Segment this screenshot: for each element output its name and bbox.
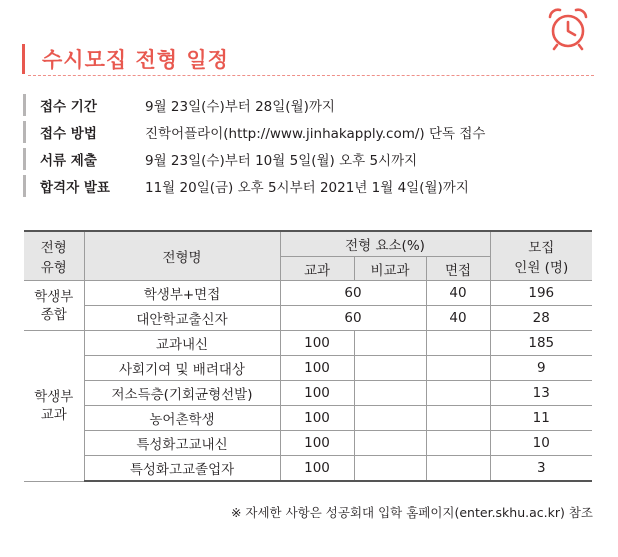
row-interview: 40 bbox=[426, 306, 490, 331]
row-name: 대안학교출신자 bbox=[84, 306, 280, 331]
table-row bbox=[24, 456, 592, 482]
header-type bbox=[24, 231, 84, 281]
row-name: 농어촌학생 bbox=[84, 406, 280, 431]
page-title: 수시모집 전형 일정 bbox=[42, 48, 229, 72]
row-quota: 13 bbox=[490, 381, 592, 406]
row-bigyogwa bbox=[354, 406, 426, 431]
row-quota: 3 bbox=[490, 456, 592, 482]
header-bigyogwa: 비교과 bbox=[354, 257, 426, 281]
row-interview bbox=[426, 381, 490, 406]
section-header bbox=[22, 38, 594, 78]
info-value: 9월 23일(수)부터 10월 5일(월) 오후 5시까지 bbox=[145, 152, 418, 169]
row-bigyogwa bbox=[354, 456, 426, 482]
row-gyogwa: 100 bbox=[280, 456, 354, 482]
row-interview bbox=[426, 456, 490, 482]
alarm-clock-icon bbox=[544, 4, 592, 52]
group-type-cell bbox=[24, 331, 84, 482]
row-combined-score: 60 bbox=[280, 281, 426, 306]
info-label: 합격자 발표 bbox=[40, 179, 110, 196]
header-type-line1: 전형 bbox=[40, 240, 67, 256]
group-type-line2: 종합 bbox=[40, 306, 67, 323]
row-interview: 40 bbox=[426, 281, 490, 306]
row-gyogwa: 100 bbox=[280, 331, 354, 356]
table-row bbox=[24, 406, 592, 431]
row-gyogwa: 100 bbox=[280, 381, 354, 406]
row-bigyogwa bbox=[354, 331, 426, 356]
header-elements: 전형 요소(%) bbox=[280, 231, 490, 257]
row-name: 사회기여 및 배려대상 bbox=[84, 356, 280, 381]
row-quota: 10 bbox=[490, 431, 592, 456]
row-interview bbox=[426, 431, 490, 456]
table-row bbox=[24, 331, 592, 356]
row-quota: 9 bbox=[490, 356, 592, 381]
header-name: 전형명 bbox=[84, 231, 280, 281]
row-name: 특성화고교졸업자 bbox=[84, 456, 280, 482]
info-row bbox=[23, 91, 583, 118]
info-row bbox=[23, 118, 583, 145]
row-interview bbox=[426, 356, 490, 381]
admission-schedule-table bbox=[24, 230, 592, 482]
row-name: 저소득층(기회균형선발) bbox=[84, 381, 280, 406]
row-gyogwa: 100 bbox=[280, 431, 354, 456]
row-quota: 196 bbox=[490, 281, 592, 306]
header-quota bbox=[490, 231, 592, 281]
row-interview bbox=[426, 331, 490, 356]
info-row-bar bbox=[23, 175, 26, 197]
row-gyogwa: 100 bbox=[280, 406, 354, 431]
header-gyogwa: 교과 bbox=[280, 257, 354, 281]
info-label: 접수 기간 bbox=[40, 98, 97, 115]
info-label: 접수 방법 bbox=[40, 125, 97, 142]
header-quota-line1: 모집 bbox=[528, 240, 555, 256]
table-row bbox=[24, 306, 592, 331]
info-row bbox=[23, 172, 583, 199]
group-type-line1: 학생부 bbox=[34, 288, 74, 305]
header-type-line2: 유형 bbox=[40, 260, 67, 276]
row-combined-score: 60 bbox=[280, 306, 426, 331]
row-name: 교과내신 bbox=[84, 331, 280, 356]
info-row-bar bbox=[23, 121, 26, 143]
row-quota: 185 bbox=[490, 331, 592, 356]
title-accent-bar bbox=[22, 44, 25, 74]
info-row bbox=[23, 145, 583, 172]
group-type-line1: 학생부 bbox=[34, 388, 74, 405]
row-bigyogwa bbox=[354, 381, 426, 406]
info-row-bar bbox=[23, 94, 26, 116]
group-type-line2: 교과 bbox=[40, 406, 67, 423]
schedule-info-list bbox=[23, 91, 583, 199]
row-interview bbox=[426, 406, 490, 431]
row-name: 특성화고교내신 bbox=[84, 431, 280, 456]
group-type-cell bbox=[24, 281, 84, 331]
table-row bbox=[24, 356, 592, 381]
info-value: 9월 23일(수)부터 28일(월)까지 bbox=[145, 98, 335, 115]
header-interview: 면접 bbox=[426, 257, 490, 281]
footnote: ※ 자세한 사항은 성공회대 입학 홈페이지(enter.skhu.ac.kr) 참조 bbox=[230, 505, 593, 520]
info-row-bar bbox=[23, 148, 26, 170]
info-value: 진학어플라이(http://www.jinhakapply.com/) 단독 접수 bbox=[145, 125, 486, 142]
row-gyogwa: 100 bbox=[280, 356, 354, 381]
table-row bbox=[24, 281, 592, 306]
row-quota: 28 bbox=[490, 306, 592, 331]
info-value: 11월 20일(금) 오후 5시부터 2021년 1월 4일(월)까지 bbox=[145, 179, 469, 196]
table-row bbox=[24, 431, 592, 456]
row-bigyogwa bbox=[354, 356, 426, 381]
row-quota: 11 bbox=[490, 406, 592, 431]
table-row bbox=[24, 381, 592, 406]
header-quota-line2: 인원 (명) bbox=[514, 260, 569, 276]
row-name: 학생부+면접 bbox=[84, 281, 280, 306]
title-dashed-underline bbox=[28, 75, 594, 76]
row-bigyogwa bbox=[354, 431, 426, 456]
info-label: 서류 제출 bbox=[40, 152, 97, 169]
